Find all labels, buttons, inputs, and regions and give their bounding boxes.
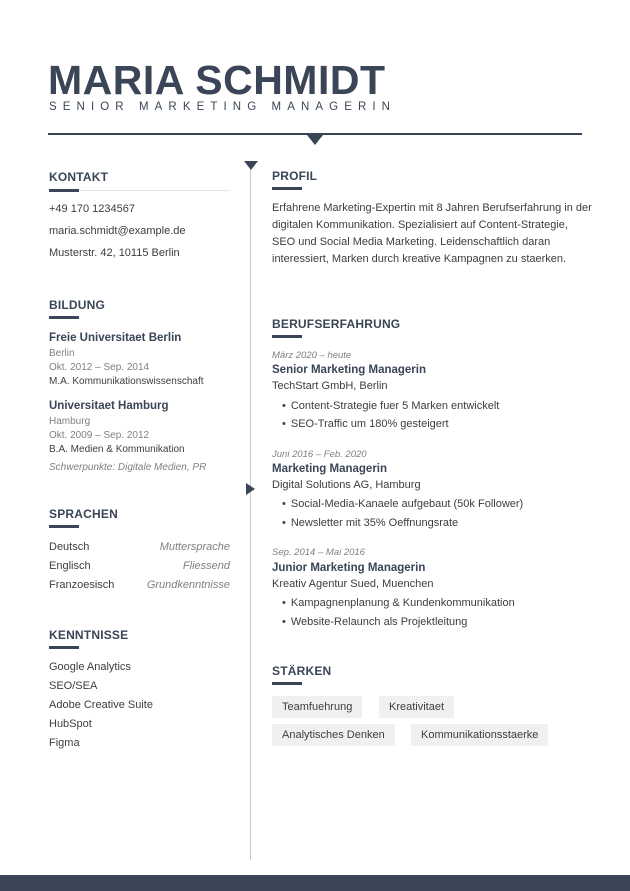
- skill-item: Google Analytics: [49, 661, 131, 673]
- language-name: Deutsch: [49, 541, 90, 553]
- job-company: Digital Solutions AG, Hamburg: [272, 479, 421, 491]
- strength-tag: Teamfuehrung: [272, 696, 362, 718]
- job-role: Marketing Managerin: [272, 463, 388, 475]
- language-name: Franzoesisch: [49, 579, 115, 591]
- strength-tag: Analytisches Denken: [272, 724, 395, 746]
- language-level: Muttersprache: [159, 541, 230, 553]
- job-bullet: • SEO-Traffic um 180% gesteigert: [282, 418, 449, 430]
- job-bullet: • Content-Strategie fuer 5 Marken entwickelt: [282, 400, 499, 412]
- skill-item: SEO/SEA: [49, 680, 98, 692]
- timeline-line: [250, 166, 251, 860]
- languages-title: SPRACHEN: [49, 507, 118, 521]
- languages-accent: [49, 525, 79, 528]
- education-focus: Schwerpunkte: Digitale Medien, PR: [49, 462, 207, 473]
- contact-phone: +49 170 1234567: [49, 203, 135, 215]
- language-name: Englisch: [49, 560, 91, 572]
- skill-item: Adobe Creative Suite: [49, 699, 153, 711]
- experience-accent: [272, 335, 302, 338]
- job-date: Sep. 2014 – Mai 2016: [272, 547, 365, 558]
- job-bullet: • Newsletter mit 35% Oeffnungsrate: [282, 517, 458, 529]
- resume-subtitle: SENIOR MARKETING MANAGERIN: [49, 101, 397, 113]
- experience-title: BERUFSERFAHRUNG: [272, 317, 401, 331]
- language-level: Fliessend: [182, 560, 230, 572]
- job-date: März 2020 – heute: [272, 350, 352, 361]
- contact-address: Musterstr. 42, 10115 Berlin: [49, 247, 180, 259]
- education-city: Berlin: [49, 348, 75, 359]
- job-bullet: • Website-Relaunch als Projektleitung: [282, 616, 467, 628]
- timeline-side-marker: [246, 483, 255, 495]
- job-bullet: • Kampagnenplanung & Kundenkommunikation: [282, 597, 515, 609]
- strength-tag: Kommunikationsstaerke: [411, 724, 548, 746]
- education-title: BILDUNG: [49, 298, 106, 312]
- profile-title: PROFIL: [272, 169, 318, 183]
- education-period: Okt. 2012 – Sep. 2014: [49, 362, 150, 373]
- job-bullet: • Social-Media-Kanaele aufgebaut (50k Follower): [282, 498, 523, 510]
- contact-title: KONTAKT: [49, 170, 109, 184]
- education-city: Hamburg: [49, 416, 91, 427]
- timeline-top-marker: [244, 161, 258, 170]
- skills-title: KENNTNISSE: [49, 628, 129, 642]
- strength-tag: Kreativitaet: [379, 696, 454, 718]
- education-period: Okt. 2009 – Sep. 2012: [49, 430, 150, 441]
- contact-rule: [79, 190, 229, 191]
- strengths-accent: [272, 682, 302, 685]
- education-degree: M.A. Kommunikationswissenschaft: [49, 376, 204, 387]
- education-school: Freie Universitaet Berlin: [49, 332, 182, 344]
- job-date: Juni 2016 – Feb. 2020: [272, 449, 367, 460]
- language-level: Grundkenntnisse: [146, 579, 230, 591]
- profile-accent: [272, 187, 302, 190]
- education-accent: [49, 316, 79, 319]
- strengths-title: STÄRKEN: [272, 664, 332, 678]
- resume-name: MARIA SCHMIDT: [48, 57, 386, 103]
- profile-text: Erfahrene Marketing-Expertin mit 8 Jahren Berufserfahrung in der digitalen Kommunikation. Spezialisiert auf Content-Strategie, SEO und Social Media Marketing. Leidenschaftlich daran interessiert, Marken durch kreative Kampagnen zu staerken.: [272, 202, 592, 266]
- contact-email: maria.schmidt@example.de: [49, 225, 186, 237]
- contact-accent: [49, 189, 79, 192]
- header-triangle-marker: [307, 135, 323, 145]
- job-role: Junior Marketing Managerin: [272, 562, 426, 574]
- footer-bar: [0, 875, 630, 891]
- job-role: Senior Marketing Managerin: [272, 364, 427, 376]
- skills-accent: [49, 646, 79, 649]
- education-school: Universitaet Hamburg: [49, 400, 169, 412]
- education-degree: B.A. Medien & Kommunikation: [49, 444, 185, 455]
- skill-item: Figma: [49, 737, 80, 749]
- job-company: TechStart GmbH, Berlin: [272, 380, 388, 392]
- job-company: Kreativ Agentur Sued, Muenchen: [272, 578, 434, 590]
- skill-item: HubSpot: [49, 718, 92, 730]
